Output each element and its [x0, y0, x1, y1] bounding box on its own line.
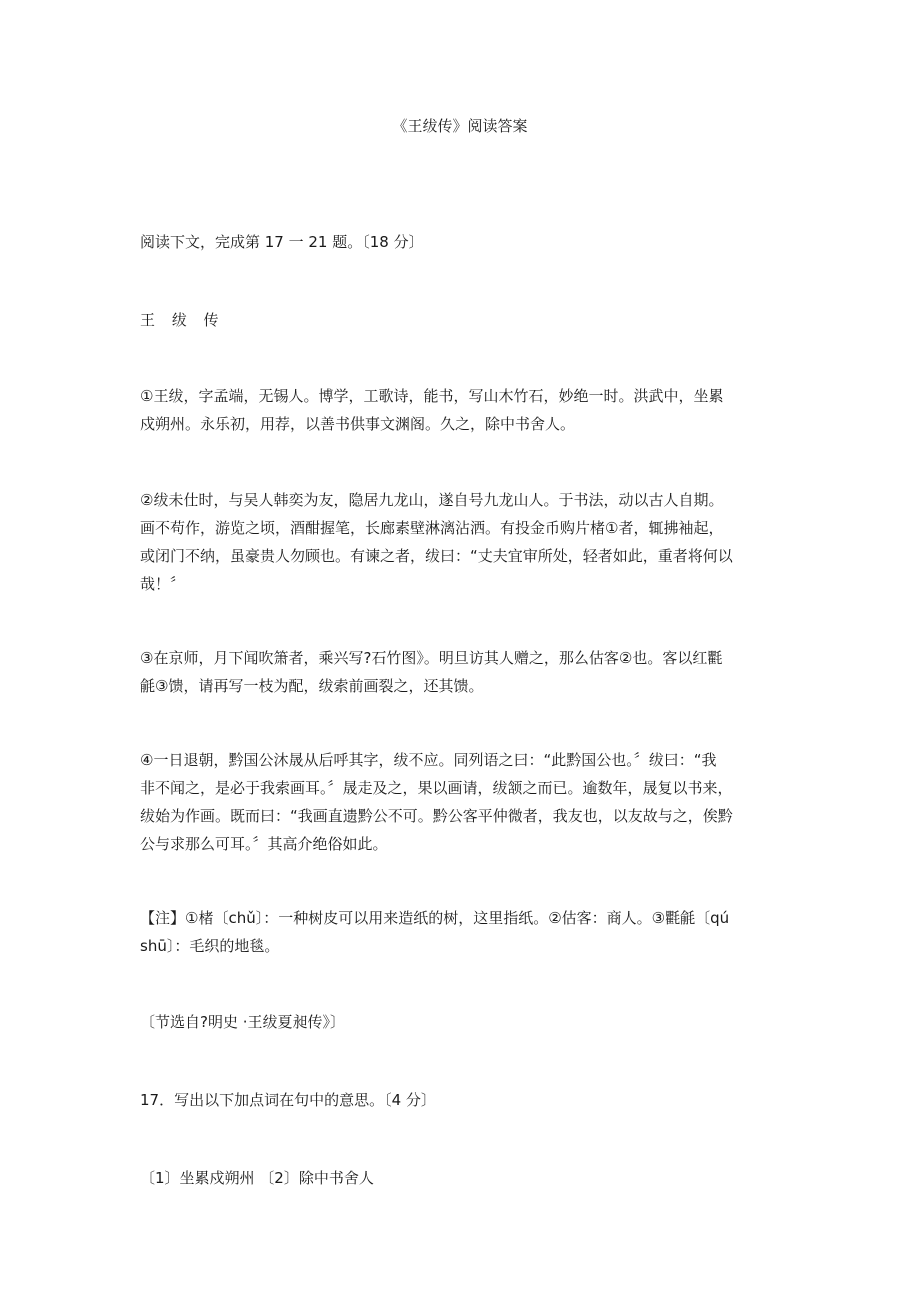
paragraph-1: ①王绂，字孟端，无锡人。博学，工歌诗，能书，写山木竹石，妙绝一时。洪武中，坐累 戍朔州。永乐初，用荐，以善书供事文渊阁。久之，除中书舍人。: [140, 387, 724, 433]
paragraph-2: ②绂未仕时，与吴人韩奕为友，隐居九龙山，遂自号九龙山人。于书法，动以古人自期。 画不苟作，游览之顷，酒酣握笔，长廊素壁淋漓沾洒。有投金币购片楮①者，辄拂袖起， 或闭门不纳，虽豪贵人勿顾也。有谏之者，绂曰：“丈夫宜审所处，轻者如此，重者将何以 哉！〞: [140, 491, 733, 593]
paragraph-3: ③在京师，月下闻吹箫者，乘兴写?石竹图》。明旦访其人赠之，那么估客②也。客以红氍 毹③馈，请再写一枝为配，绂索前画裂之，还其馈。: [140, 649, 723, 695]
page-title: 《王绂传》阅读答案: [392, 117, 528, 135]
intro-text: 阅读下文，完成第 17 一 21 题。〔18 分〕: [140, 233, 424, 251]
paragraph-4: ④一日退朝，黔国公沐晟从后呼其字，绂不应。同列语之曰：“此黔国公也。〞绂曰：“我 非不闻之，是必于我索画耳。〞晟走及之，果以画请，绂颔之而已。逾数年，晟复以书来， 绂始为作画。既而曰：“我画直遗黔公不可。黔公客平仲微者，我友也，以友故与之，俟黔 公与求那么可耳。〞其高介绝俗如此。: [140, 751, 733, 853]
source-citation: 〔节选自?明史 ·王绂夏昶传》〕: [140, 1013, 345, 1031]
article-heading: 王 绂 传: [140, 311, 225, 329]
question-17-items: 〔1〕坐累戍朔州 〔2〕除中书舍人: [140, 1169, 374, 1187]
footnote: 【注】①楮〔chǔ〕：一种树皮可以用来造纸的树，这里指纸。②估客：商人。③氍毹〔qú shū〕：毛织的地毯。: [140, 909, 730, 955]
question-17: 17．写出以下加点词在句中的意思。〔4 分〕: [140, 1091, 436, 1109]
